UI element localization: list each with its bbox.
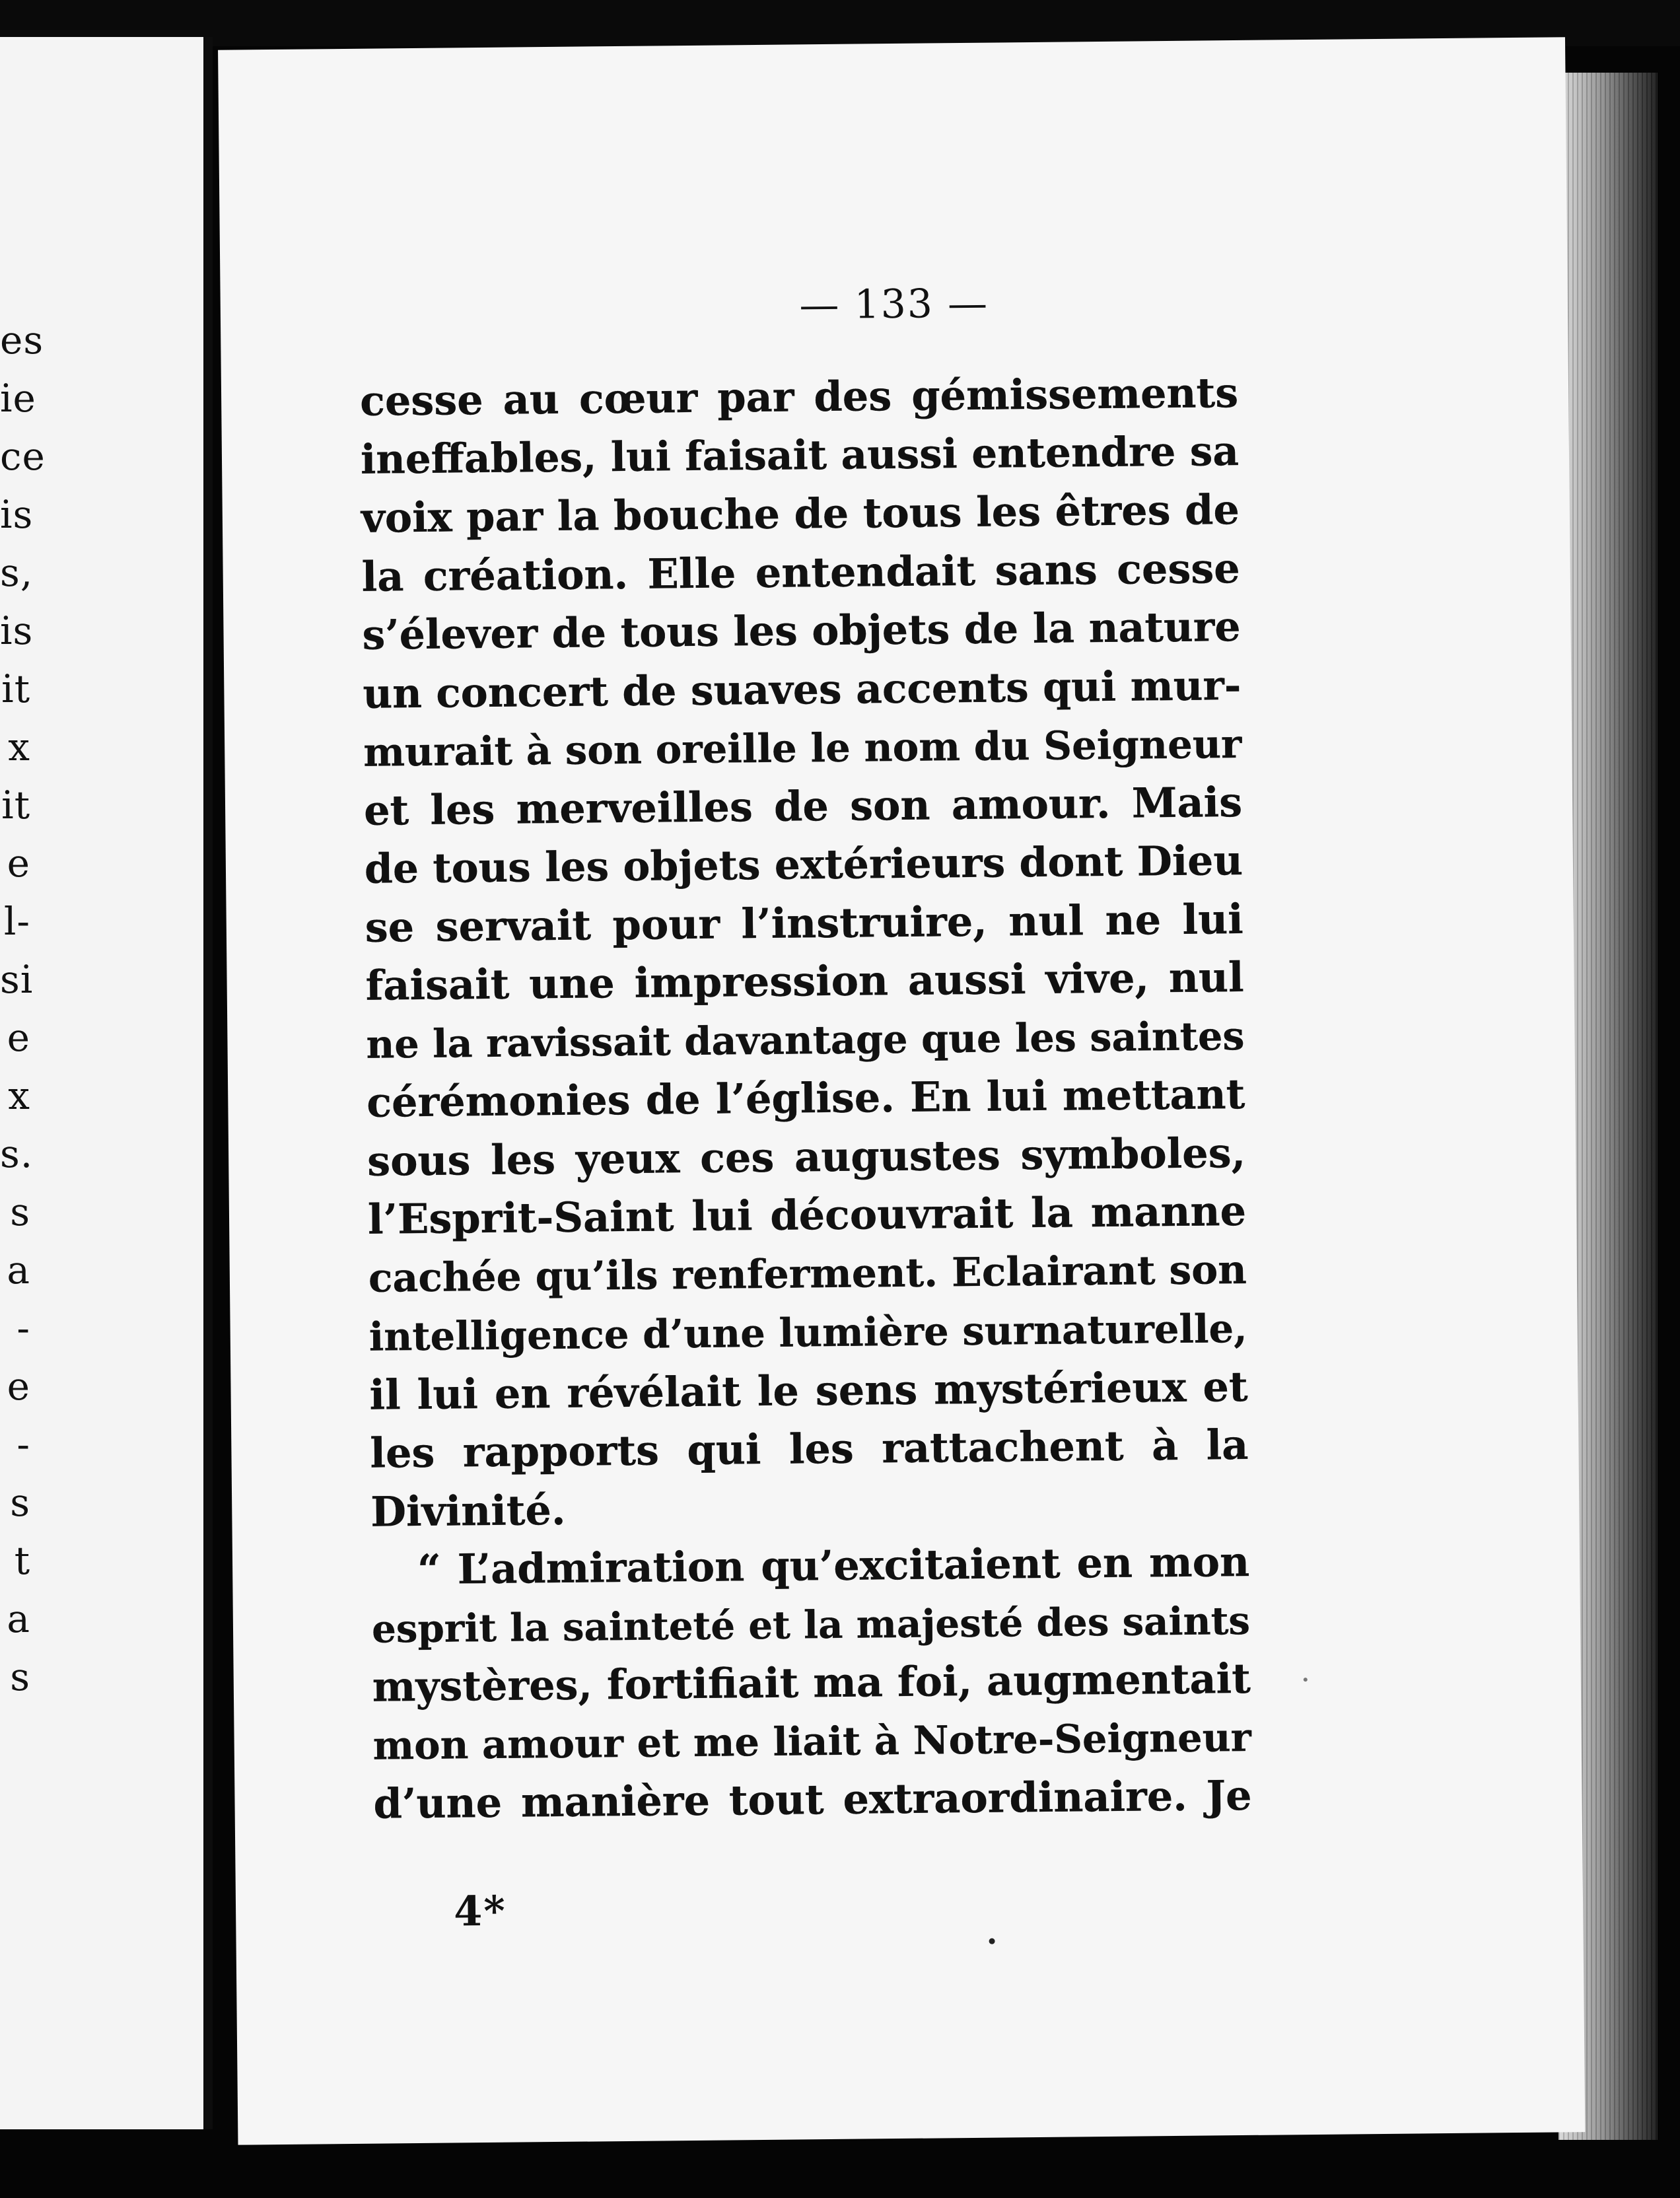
facing-page-text-fragments (0, 37, 198, 2129)
text-line: les rapports qui les rattachent à la (370, 1420, 1249, 1477)
text-line: et les merveilles de son amour. Mais (363, 777, 1243, 835)
facing-page-fragment: ce (0, 434, 46, 479)
text-line: cachée qu’ils renferment. Eclairant son (368, 1246, 1247, 1302)
facing-page-fragment: e (7, 841, 30, 886)
facing-page-fragment: t (14, 1538, 30, 1583)
facing-page-fragment: - (17, 1422, 30, 1467)
page-number-header: — 133 — (799, 280, 989, 329)
facing-page-fragment: - (17, 1306, 30, 1351)
signature-mark: 4* (453, 1886, 507, 1936)
facing-page-fragment: s (10, 1654, 30, 1699)
facing-page-fragment: ie (0, 376, 36, 421)
text-line: d’une manière tout extraordinaire. Je (373, 1771, 1252, 1828)
text-line: ne la ravissait davantage que les saintes (366, 1012, 1245, 1067)
text-line: la création. Elle entendait sans cesse (361, 544, 1240, 601)
text-line: se servait pour l’instruire, nul ne lui (365, 894, 1244, 952)
text-line: s’élever de tous les objets de la nature (362, 602, 1241, 659)
facing-page-fragment: it (1, 666, 30, 711)
text-line: mystères, fortifiait ma foi, augmentait (372, 1654, 1251, 1711)
text-line: Divinité. (370, 1485, 566, 1536)
facing-page-fragment: es (0, 318, 44, 363)
facing-page-fragment: a (7, 1596, 30, 1641)
facing-page-fragment: s, (0, 550, 34, 595)
text-line: sous les yeux ces augustes symboles, (367, 1128, 1246, 1186)
text-line: ineffables, lui faisait aussi entendre sa (360, 427, 1240, 483)
text-line: voix par la bouche de tous les êtres de (361, 485, 1240, 542)
facing-page-fragment: e (7, 1015, 30, 1060)
text-line: un concert de suaves accents qui mur- (363, 660, 1242, 718)
text-line: murait à son oreille le nom du Seigneur (363, 720, 1242, 775)
facing-page-fragment: s (10, 1480, 30, 1525)
facing-page-fragment: s. (0, 1131, 34, 1176)
facing-page-fragment: si (0, 957, 34, 1002)
text-line: intelligence d’une lumière surnaturelle, (368, 1304, 1248, 1360)
facing-page-fragment: it (1, 783, 30, 828)
facing-page-fragment: a (7, 1248, 30, 1293)
facing-page-fragment: x (8, 725, 30, 769)
facing-page-fragment: l- (3, 899, 30, 944)
facing-page-fragment: x (8, 1073, 30, 1118)
text-line: mon amour et me liait à Notre-Seigneur (372, 1714, 1251, 1769)
text-line: il lui en révélait le sens mystérieux et (369, 1362, 1248, 1419)
facing-page-left (0, 37, 213, 2129)
text-line: faisait une impression aussi vive, nul (365, 952, 1244, 1010)
facing-page-fragment: s (10, 1189, 30, 1234)
facing-page-fragment: e (7, 1364, 30, 1409)
text-line: cesse au cœur par des gémissements (359, 368, 1239, 425)
facing-page-fragment: is (0, 608, 34, 653)
text-line: de tous les objets extérieurs dont Dieu (364, 836, 1243, 893)
ink-speck (989, 1938, 995, 1944)
text-line: “ L’admiration qu’excitaient en mon (417, 1537, 1250, 1594)
book-page (218, 37, 1585, 2145)
ink-speck (1304, 1678, 1308, 1682)
facing-page-fragment: is (0, 492, 34, 537)
text-line: esprit la sainteté et la majesté des saints (371, 1598, 1251, 1652)
text-line: l’Esprit-Saint lui découvrait la manne (367, 1186, 1247, 1244)
body-text (360, 364, 1252, 1833)
text-line: cérémonies de l’église. En lui mettant (367, 1069, 1245, 1127)
